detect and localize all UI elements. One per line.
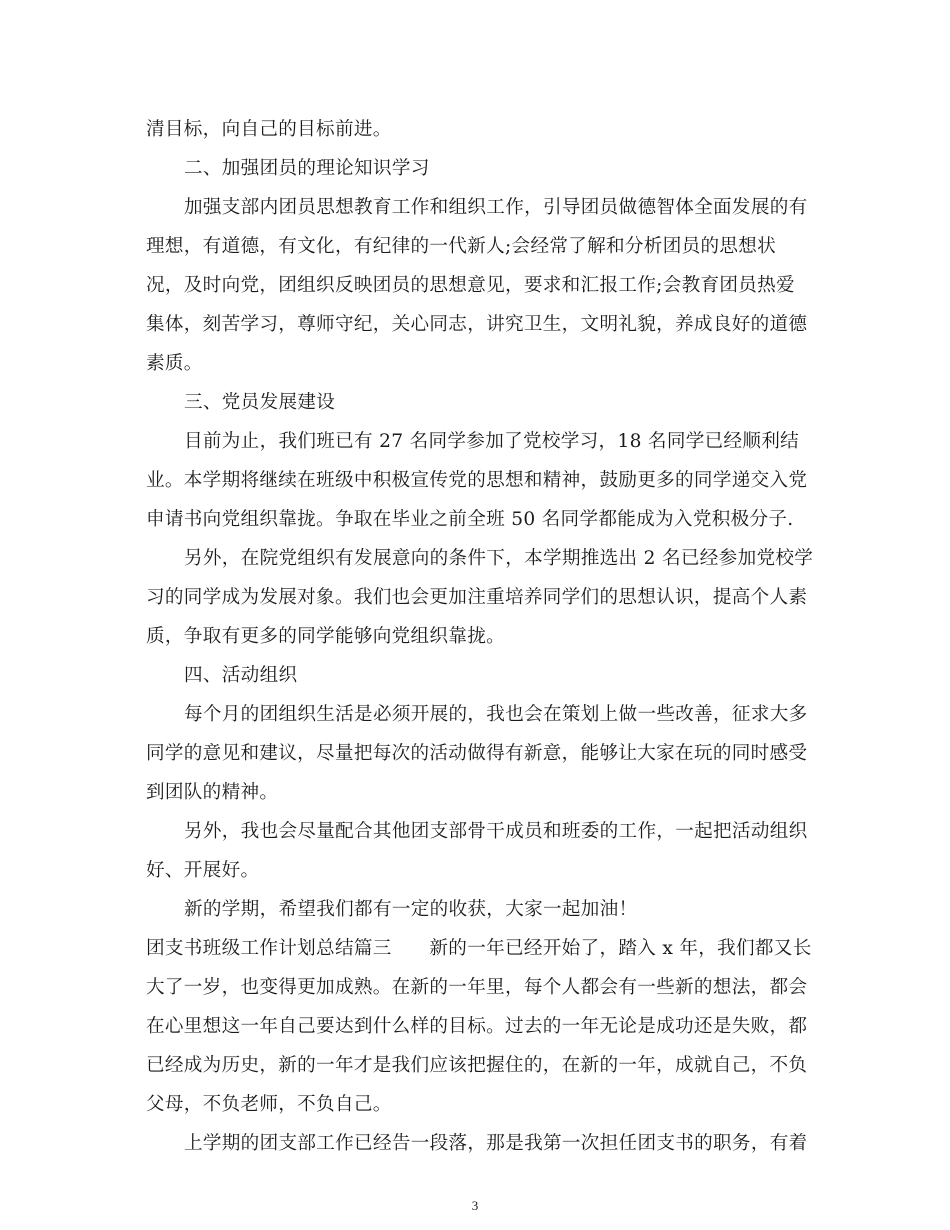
section-heading: 四、活动组织 [184, 665, 298, 686]
text-line: 大了一岁，也变得更加成熟。在新的一年里，每个人都会有一些新的想法，都会 [146, 977, 808, 998]
text-line: 目前为止，我们班已有 27 名同学参加了党校学习，18 名同学已经顺利结 [184, 431, 800, 452]
text-line: 集体，刻苦学习，尊师守纪，关心同志，讲究卫生，文明礼貌，养成良好的道德 [146, 314, 808, 335]
text-line: 加强支部内团员思想教育工作和组织工作，引导团员做德智体全面发展的有 [184, 197, 808, 218]
page-number: 3 [471, 1198, 479, 1213]
text-line: 到团队的精神。 [146, 782, 279, 803]
section-heading: 二、加强团员的理论知识学习 [184, 158, 430, 179]
section-heading: 三、党员发展建设 [184, 392, 336, 413]
text-line: 另外，我也会尽量配合其他团支部骨干成员和班委的工作，一起把活动组织 [184, 821, 808, 842]
text-line: 习的同学成为发展对象。我们也会更加注重培养同学们的思想认识，提高个人素 [146, 587, 808, 608]
text-line: 素质。 [146, 353, 203, 374]
text-line: 好、开展好。 [146, 860, 260, 881]
text-line: 理想，有道德，有文化，有纪律的一代新人;会经常了解和分析团员的思想状 [146, 236, 777, 257]
text-line: 业。本学期将继续在班级中积极宣传党的思想和精神，鼓励更多的同学递交入党 [146, 470, 808, 491]
text-line: 已经成为历史，新的一年才是我们应该把握住的，在新的一年，成就自己，不负 [146, 1055, 808, 1076]
text-line: 申请书向党组织靠拢。争取在毕业之前全班 50 名同学都能成为入党积极分子. [146, 509, 794, 530]
text-line: 另外，在院党组织有发展意向的条件下，本学期推选出 2 名已经参加党校学 [184, 548, 814, 569]
text-line: 清目标，向自己的目标前进。 [146, 119, 392, 140]
text-line: 在心里想这一年自己要达到什么样的目标。过去的一年无论是成功还是失败，都 [146, 1016, 808, 1037]
text-line: 同学的意见和建议，尽量把每次的活动做得有新意，能够让大家在玩的同时感受 [146, 743, 808, 764]
text-line: 上学期的团支部工作已经告一段落，那是我第一次担任团支书的职务，有着 [184, 1133, 808, 1154]
text-line: 况，及时向党，团组织反映团员的思想意见，要求和汇报工作;会教育团员热爱 [146, 275, 795, 296]
text-line: 新的学期，希望我们都有一定的收获，大家一起加油！ [184, 899, 638, 920]
text-line: 质，争取有更多的同学能够向党组织靠拢。 [146, 626, 505, 647]
text-line: 每个月的团组织生活是必须开展的，我也会在策划上做一些改善，征求大多 [184, 704, 808, 725]
text-line: 团支书班级工作计划总结篇三 新的一年已经开始了，踏入 x 年，我们都又长 [146, 938, 812, 959]
text-line: 父母，不负老师，不负自己。 [146, 1094, 392, 1115]
